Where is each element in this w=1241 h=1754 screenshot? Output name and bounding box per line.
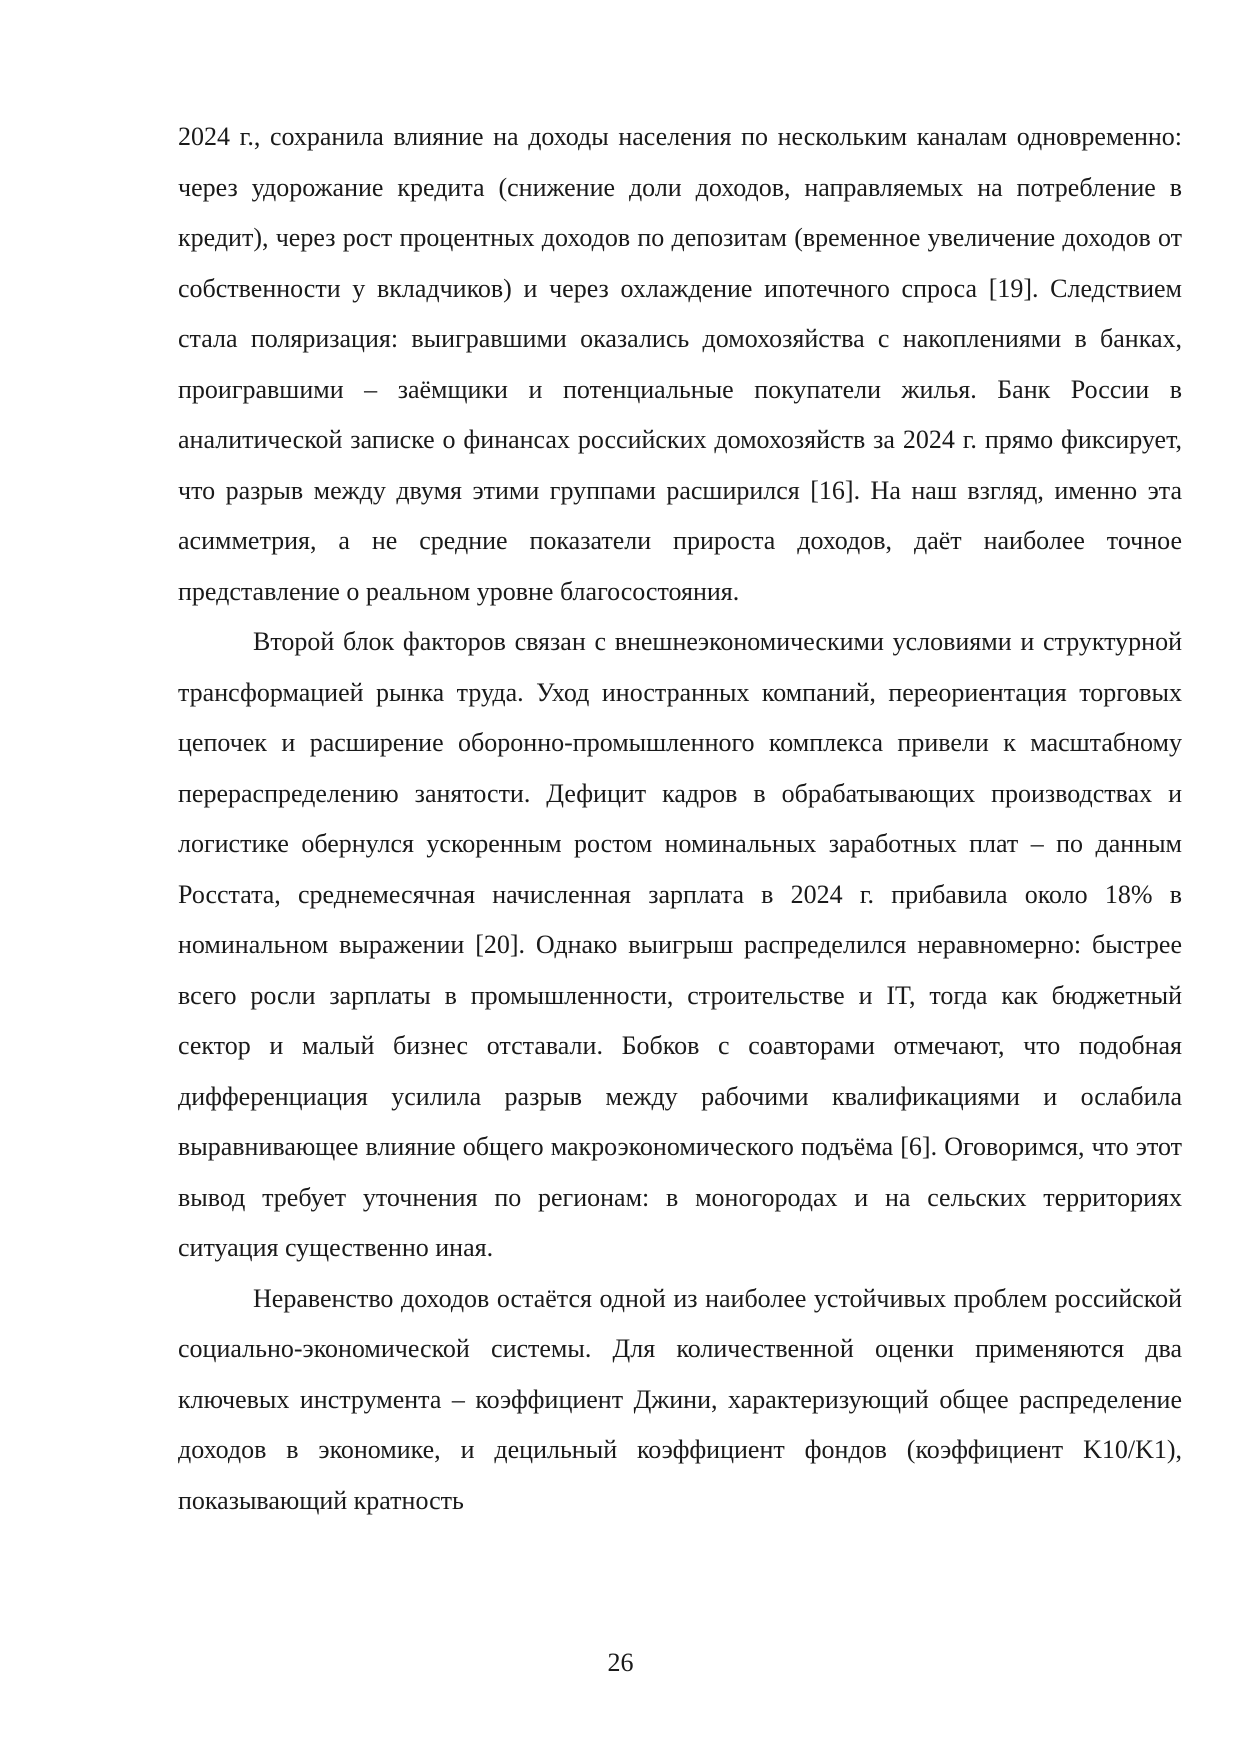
paragraph-external-factors: Второй блок факторов связан с внешнеэкономическими условиями и структурной трансформацией рынка труда. Уход иностранных компаний, переориентация торговых цепочек и расширение оборонно-промышленного комплекса привели к масштабному перераспределению занятости. Дефицит кадров в обрабатывающих производствах и логистике обернулся ускоренным ростом номинальных заработных плат – по данным Росстата, среднемесячная начисленная зарплата в 2024 г. прибавила около 18% в номинальном выражении [20]. Однако выигрыш распределился неравномерно: быстрее всего росли зарплаты в промышленности, строительстве и IT, тогда как бюджетный сектор и малый бизнес отставали. Бобков с соавторами отмечают, что подобная дифференциация усилила разрыв между рабочими квалификациями и ослабила выравнивающее влияние общего макроэкономического подъёма [6]. Оговоримся, что этот вывод требует уточнения по регионам: в моногородах и на сельских территориях ситуация существенно иная. — [178, 627, 1182, 1262]
body-text — [178, 112, 1182, 1526]
paragraph-continuation: 2024 г., сохранила влияние на доходы населения по нескольким каналам одновременно: через удорожание кредита (снижение доли доходов, направляемых на потребление в кредит), через рост процентных доходов по депозитам (временное увеличение доходов от собственности у вкладчиков) и через охлаждение ипотечного спроса [19]. Следствием стала поляризация: выигравшими оказались домохозяйства с накоплениями в банках, проигравшими – заёмщики и потенциальные покупатели жилья. Банк России в аналитической записке о финансах российских домохозяйств за 2024 г. прямо фиксирует, что разрыв между двумя этими группами расширился [16]. На наш взгляд, именно эта асимметрия, а не средние показатели прироста доходов, даёт наиболее точное представление о реальном уровне благосостояния. — [178, 122, 1182, 606]
paragraph-income-inequality: Неравенство доходов остаётся одной из наиболее устойчивых проблем российской социально-экономической системы. Для количественной оценки применяются два ключевых инструмента – коэффициент Джини, характеризующий общее распределение доходов в экономике, и децильный коэффициент фондов (коэффициент K10/K1), показывающий кратность — [178, 1283, 1182, 1515]
page-number: 26 — [607, 1648, 634, 1677]
